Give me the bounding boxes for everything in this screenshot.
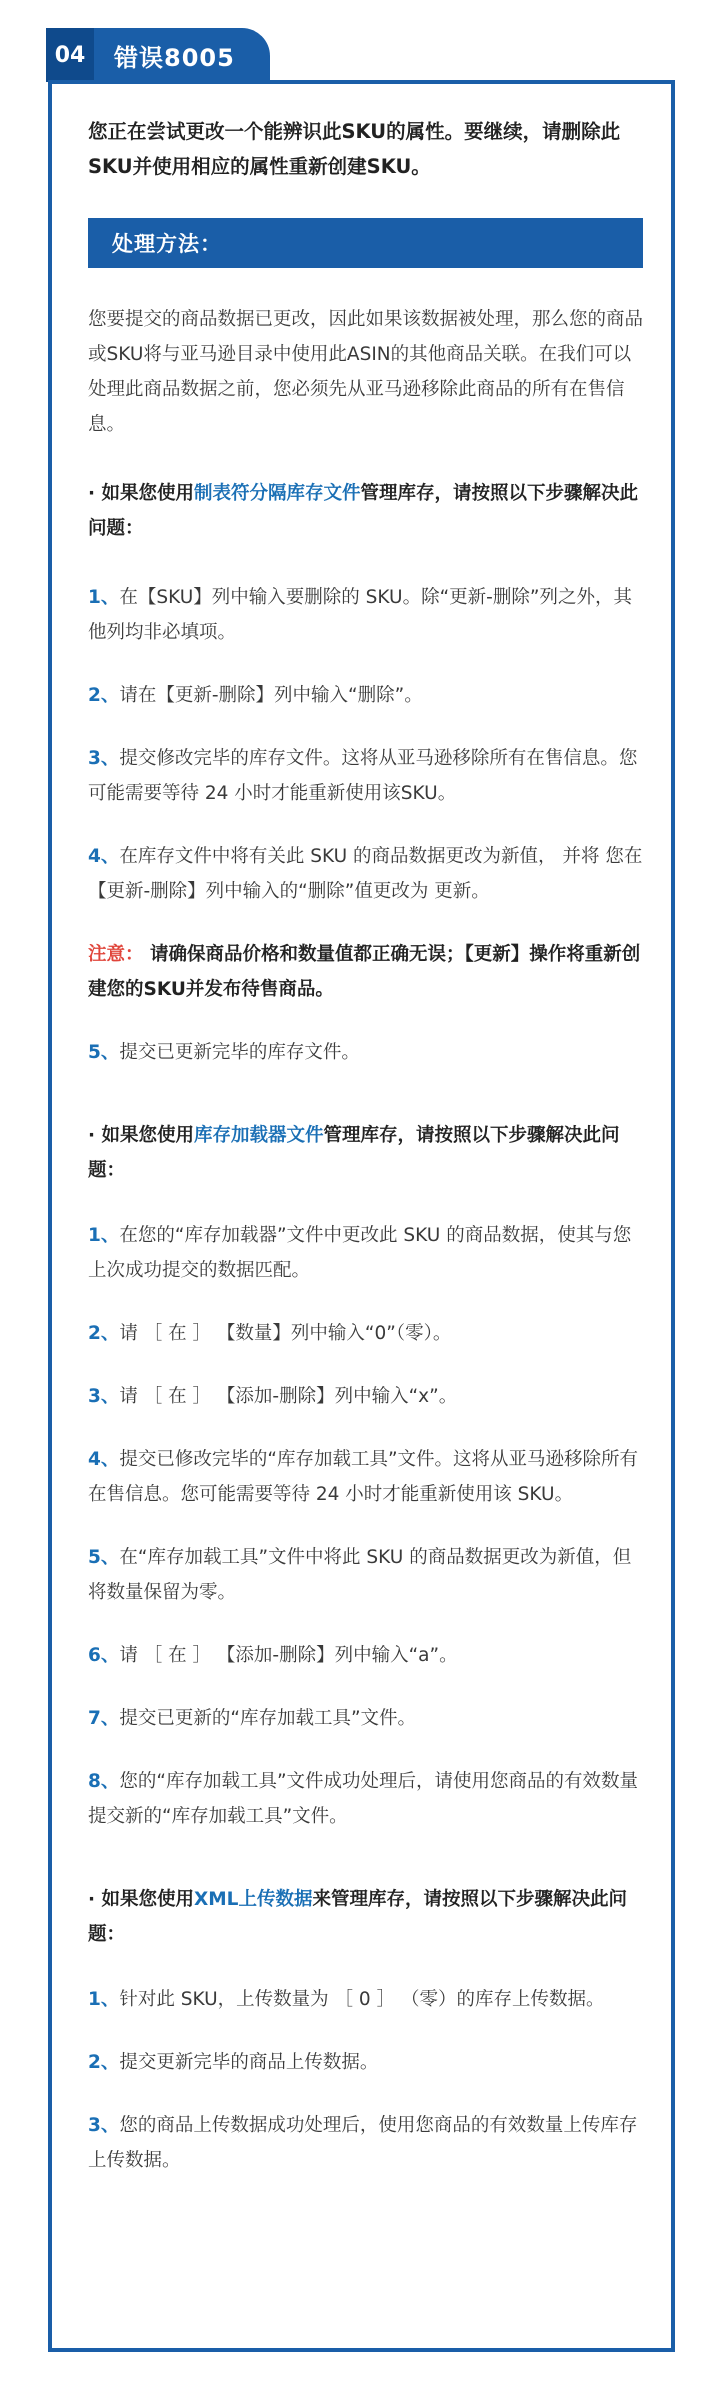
- section2-heading-highlight: 库存加载器文件: [193, 1125, 324, 1146]
- section1-note: [88, 937, 643, 1007]
- step-text: 提交已更新完毕的库存文件。: [119, 1042, 360, 1063]
- section2-heading-post: 管理库存，请按照以下步骤解决此问题：: [88, 1125, 620, 1181]
- content-box: [48, 80, 675, 2352]
- section3-heading: [88, 1882, 643, 1952]
- step-number: 8、: [88, 1771, 120, 1792]
- step-text: 提交已更新的“库存加载工具”文件。: [119, 1708, 417, 1729]
- section3-heading-highlight: XML上传数据: [193, 1889, 313, 1910]
- note-label: 注意：: [88, 944, 144, 965]
- step-number: 2、: [88, 1323, 120, 1344]
- intro-paragraph: 您要提交的商品数据已更改，因此如果该数据被处理，那么您的商品或SKU将与亚马逊目录中使用此ASIN的其他商品关联。在我们可以处理此商品数据之前，您必须先从亚马逊移除此商品的所有在售信息。: [88, 309, 644, 435]
- section1-step-4: [88, 839, 643, 909]
- content-inner: [88, 114, 643, 2178]
- step-number: 1、: [88, 1225, 120, 1246]
- step-text: 请 ［ 在 ］ 【数量】列中输入“0”（零）。: [119, 1323, 452, 1344]
- section3-step-1: [88, 1982, 643, 2017]
- step-number: 5、: [88, 1547, 120, 1568]
- step-text: 在【SKU】列中输入要删除的 SKU。除“更新-删除”列之外，其他列均非必填项。: [88, 587, 632, 643]
- step-text: 请 ［ 在 ］ 【添加-删除】列中输入“a”。: [119, 1645, 458, 1666]
- section2-step-5: [88, 1540, 643, 1610]
- section3-step-3: [88, 2108, 643, 2178]
- section1-heading: [88, 476, 643, 546]
- step-number: 2、: [88, 2052, 120, 2073]
- step-text: 提交已修改完毕的“库存加载工具”文件。这将从亚马逊移除所有在售信息。您可能需要等待 24 小时才能重新使用该 SKU。: [88, 1449, 639, 1505]
- step-text: 提交更新完毕的商品上传数据。: [119, 2052, 379, 2073]
- section2-step-4: [88, 1442, 643, 1512]
- step-text: 在“库存加载工具”文件中将此 SKU 的商品数据更改为新值，但将数量保留为零。: [88, 1547, 632, 1603]
- lead-paragraph: 您正在尝试更改一个能辨识此SKU的属性。要继续，请删除此SKU并使用相应的属性重新创建SKU。: [88, 120, 621, 178]
- section-title: 错误8005: [114, 43, 235, 72]
- section1-step-5: [88, 1035, 643, 1070]
- section-number: 04: [46, 28, 94, 82]
- step-number: 4、: [88, 846, 120, 867]
- section2-step-2: [88, 1316, 643, 1351]
- step-number: 3、: [88, 1386, 120, 1407]
- step-number: 6、: [88, 1645, 120, 1666]
- solution-heading: 处理方法：: [88, 218, 643, 268]
- step-text: 在库存文件中将有关此 SKU 的商品数据更改为新值， 并将 您在【更新-删除】列中输入的“删除”值更改为 更新。: [88, 846, 643, 902]
- step-number: 3、: [88, 2115, 120, 2136]
- step-text: 在您的“库存加载器”文件中更改此 SKU 的商品数据，使其与您上次成功提交的数据匹配。: [88, 1225, 632, 1281]
- section-tab: [46, 28, 270, 82]
- section1-step-1: [88, 580, 643, 650]
- step-number: 1、: [88, 587, 120, 608]
- step-number: 1、: [88, 1989, 120, 2010]
- section3-step-2: [88, 2045, 643, 2080]
- step-text: 请在【更新-删除】列中输入“删除”。: [119, 685, 423, 706]
- section2-heading-pre: · 如果您使用: [88, 1125, 194, 1146]
- step-number: 4、: [88, 1449, 120, 1470]
- step-number: 3、: [88, 748, 120, 769]
- step-number: 5、: [88, 1042, 120, 1063]
- step-number: 2、: [88, 685, 120, 706]
- section1-heading-pre: · 如果您使用: [88, 483, 194, 504]
- section2-step-3: [88, 1379, 643, 1414]
- step-text: 提交修改完毕的库存文件。这将从亚马逊移除所有在售信息。您可能需要等待 24 小时才能重新使用该SKU。: [88, 748, 638, 804]
- step-text: 您的“库存加载工具”文件成功处理后，请使用您商品的有效数量提交新的“库存加载工具”文件。: [88, 1771, 639, 1827]
- section2-step-8: [88, 1764, 643, 1834]
- section2-step-6: [88, 1638, 643, 1673]
- section2-step-1: [88, 1218, 643, 1288]
- section1-heading-post: 管理库存，请按照以下步骤解决此问题：: [88, 483, 639, 539]
- section3-heading-post: 来管理库存，请按照以下步骤解决此问题：: [88, 1889, 627, 1945]
- section2-step-7: [88, 1701, 643, 1736]
- section1-step-3: [88, 741, 643, 811]
- section1-heading-highlight: 制表符分隔库存文件: [193, 483, 361, 504]
- section2-heading: [88, 1118, 643, 1188]
- step-text: 请 ［ 在 ］ 【添加-删除】列中输入“x”。: [119, 1386, 458, 1407]
- note-text: 请确保商品价格和数量值都正确无误；【更新】操作将重新创建您的SKU并发布待售商品。: [88, 944, 641, 1000]
- section1-step-2: [88, 678, 643, 713]
- step-number: 7、: [88, 1708, 120, 1729]
- step-text: 针对此 SKU，上传数量为 ［ 0 ］ （零）的库存上传数据。: [119, 1989, 605, 2010]
- section3-heading-pre: · 如果您使用: [88, 1889, 194, 1910]
- step-text: 您的商品上传数据成功处理后，使用您商品的有效数量上传库存上传数据。: [88, 2115, 638, 2171]
